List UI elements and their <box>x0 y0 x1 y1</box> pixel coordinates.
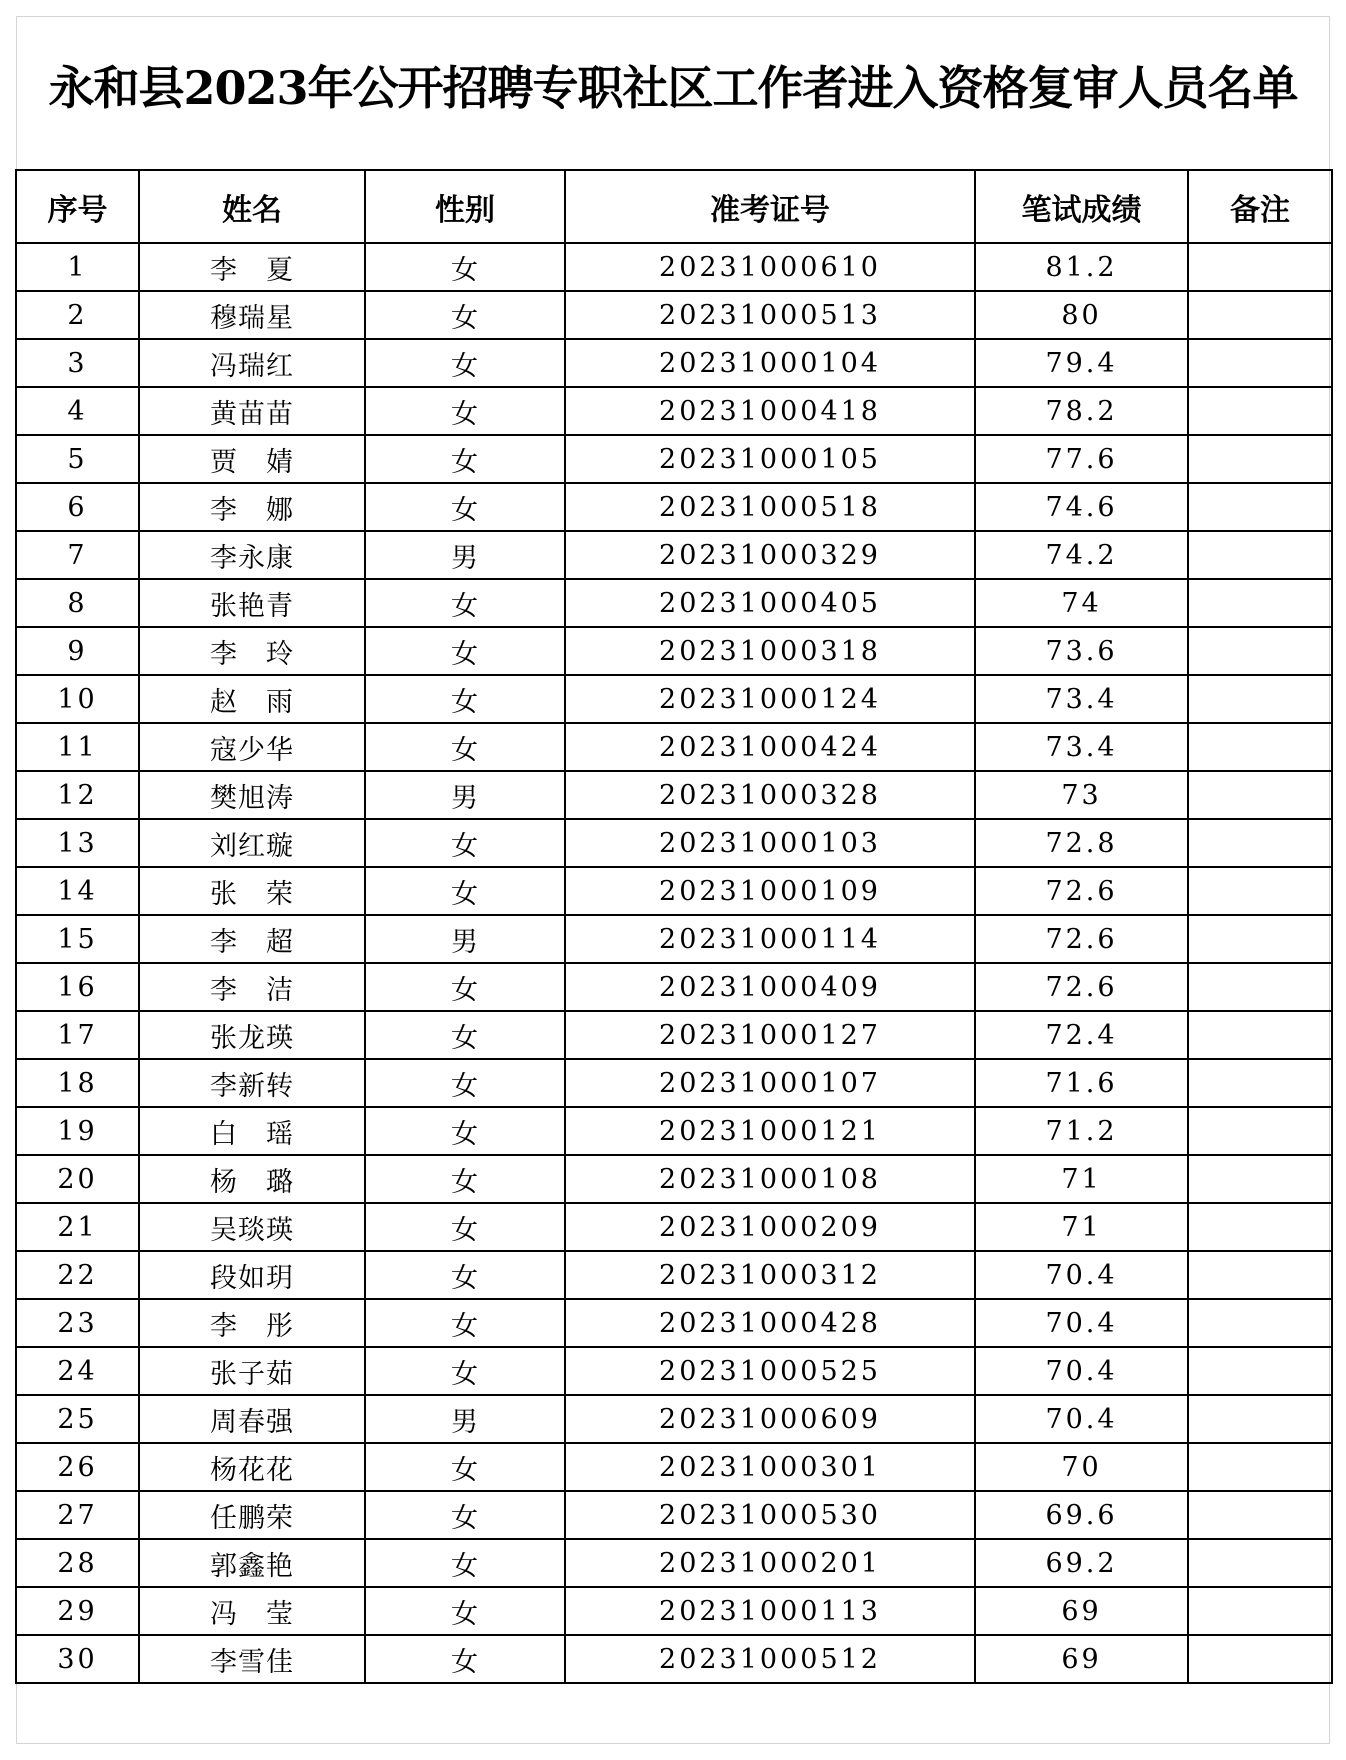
cell-written-score: 72.8 <box>975 819 1188 867</box>
cell-written-score: 72.4 <box>975 1011 1188 1059</box>
cell-gender: 女 <box>365 579 565 627</box>
cell-serial-number: 9 <box>16 627 139 675</box>
cell-name: 刘红璇 <box>139 819 365 867</box>
cell-remarks <box>1188 1539 1332 1587</box>
table-row <box>16 675 1332 723</box>
cell-name: 李新转 <box>139 1059 365 1107</box>
cell-serial-number: 13 <box>16 819 139 867</box>
cell-name: 张 荣 <box>139 867 365 915</box>
cell-name: 杨 璐 <box>139 1155 365 1203</box>
table-header-row <box>16 170 1332 243</box>
cell-exam-id: 20231000301 <box>565 1443 975 1491</box>
cell-name: 段如玥 <box>139 1251 365 1299</box>
cell-gender: 女 <box>365 1635 565 1683</box>
cell-remarks <box>1188 1347 1332 1395</box>
table-row <box>16 867 1332 915</box>
cell-remarks <box>1188 771 1332 819</box>
cell-gender: 男 <box>365 771 565 819</box>
cell-gender: 女 <box>365 1347 565 1395</box>
cell-written-score: 74.6 <box>975 483 1188 531</box>
cell-written-score: 71 <box>975 1203 1188 1251</box>
cell-remarks <box>1188 339 1332 387</box>
cell-gender: 女 <box>365 1587 565 1635</box>
cell-gender: 女 <box>365 1443 565 1491</box>
table-row <box>16 1395 1332 1443</box>
cell-serial-number: 25 <box>16 1395 139 1443</box>
cell-written-score: 70.4 <box>975 1299 1188 1347</box>
cell-name: 李 彤 <box>139 1299 365 1347</box>
cell-exam-id: 20231000610 <box>565 243 975 291</box>
cell-remarks <box>1188 1443 1332 1491</box>
cell-gender: 女 <box>365 387 565 435</box>
cell-name: 李 娜 <box>139 483 365 531</box>
cell-name: 任鹏荣 <box>139 1491 365 1539</box>
cell-name: 张龙瑛 <box>139 1011 365 1059</box>
cell-remarks <box>1188 483 1332 531</box>
cell-name: 贾 婧 <box>139 435 365 483</box>
cell-gender: 女 <box>365 291 565 339</box>
header-written-score: 笔试成绩 <box>975 170 1188 243</box>
table-row <box>16 531 1332 579</box>
cell-gender: 女 <box>365 1011 565 1059</box>
cell-name: 吴琰瑛 <box>139 1203 365 1251</box>
cell-exam-id: 20231000103 <box>565 819 975 867</box>
cell-exam-id: 20231000113 <box>565 1587 975 1635</box>
cell-name: 穆瑞星 <box>139 291 365 339</box>
cell-written-score: 70.4 <box>975 1347 1188 1395</box>
cell-name: 李 超 <box>139 915 365 963</box>
cell-name: 白 瑶 <box>139 1107 365 1155</box>
cell-serial-number: 5 <box>16 435 139 483</box>
table-row <box>16 723 1332 771</box>
cell-serial-number: 21 <box>16 1203 139 1251</box>
cell-remarks <box>1188 1299 1332 1347</box>
cell-remarks <box>1188 1635 1332 1683</box>
cell-exam-id: 20231000405 <box>565 579 975 627</box>
header-gender: 性别 <box>365 170 565 243</box>
cell-serial-number: 29 <box>16 1587 139 1635</box>
cell-name: 樊旭涛 <box>139 771 365 819</box>
table-row <box>16 291 1332 339</box>
cell-serial-number: 15 <box>16 915 139 963</box>
cell-gender: 女 <box>365 1491 565 1539</box>
cell-exam-id: 20231000201 <box>565 1539 975 1587</box>
cell-serial-number: 7 <box>16 531 139 579</box>
cell-remarks <box>1188 867 1332 915</box>
cell-remarks <box>1188 819 1332 867</box>
cell-written-score: 72.6 <box>975 867 1188 915</box>
cell-gender: 女 <box>365 1203 565 1251</box>
table-row <box>16 387 1332 435</box>
cell-name: 冯瑞红 <box>139 339 365 387</box>
cell-gender: 男 <box>365 915 565 963</box>
cell-written-score: 74 <box>975 579 1188 627</box>
cell-remarks <box>1188 1203 1332 1251</box>
cell-remarks <box>1188 579 1332 627</box>
cell-gender: 女 <box>365 435 565 483</box>
cell-written-score: 69.2 <box>975 1539 1188 1587</box>
cell-exam-id: 20231000107 <box>565 1059 975 1107</box>
cell-exam-id: 20231000109 <box>565 867 975 915</box>
cell-serial-number: 2 <box>16 291 139 339</box>
table-row <box>16 243 1332 291</box>
header-exam-id: 准考证号 <box>565 170 975 243</box>
cell-written-score: 70.4 <box>975 1395 1188 1443</box>
table-row <box>16 435 1332 483</box>
cell-remarks <box>1188 1587 1332 1635</box>
cell-exam-id: 20231000525 <box>565 1347 975 1395</box>
cell-serial-number: 19 <box>16 1107 139 1155</box>
cell-serial-number: 16 <box>16 963 139 1011</box>
cell-gender: 女 <box>365 963 565 1011</box>
cell-remarks <box>1188 291 1332 339</box>
table-row <box>16 819 1332 867</box>
cell-name: 杨花花 <box>139 1443 365 1491</box>
cell-gender: 女 <box>365 1299 565 1347</box>
cell-gender: 女 <box>365 1251 565 1299</box>
cell-exam-id: 20231000328 <box>565 771 975 819</box>
table-row <box>16 1011 1332 1059</box>
cell-written-score: 69 <box>975 1587 1188 1635</box>
cell-exam-id: 20231000114 <box>565 915 975 963</box>
cell-serial-number: 6 <box>16 483 139 531</box>
cell-written-score: 71 <box>975 1155 1188 1203</box>
cell-name: 周春强 <box>139 1395 365 1443</box>
table-row <box>16 1203 1332 1251</box>
cell-remarks <box>1188 1491 1332 1539</box>
cell-exam-id: 20231000518 <box>565 483 975 531</box>
cell-written-score: 70.4 <box>975 1251 1188 1299</box>
cell-exam-id: 20231000124 <box>565 675 975 723</box>
cell-serial-number: 10 <box>16 675 139 723</box>
candidate-table <box>15 169 1333 1684</box>
cell-written-score: 73.6 <box>975 627 1188 675</box>
cell-exam-id: 20231000530 <box>565 1491 975 1539</box>
header-serial-number: 序号 <box>16 170 139 243</box>
cell-remarks <box>1188 1395 1332 1443</box>
table-row <box>16 1635 1332 1683</box>
cell-written-score: 77.6 <box>975 435 1188 483</box>
cell-written-score: 69.6 <box>975 1491 1188 1539</box>
cell-exam-id: 20231000329 <box>565 531 975 579</box>
cell-remarks <box>1188 387 1332 435</box>
cell-name: 李 夏 <box>139 243 365 291</box>
cell-written-score: 80 <box>975 291 1188 339</box>
cell-remarks <box>1188 1107 1332 1155</box>
cell-exam-id: 20231000428 <box>565 1299 975 1347</box>
cell-gender: 男 <box>365 531 565 579</box>
cell-remarks <box>1188 675 1332 723</box>
cell-name: 张子茹 <box>139 1347 365 1395</box>
header-remarks: 备注 <box>1188 170 1332 243</box>
table-row <box>16 483 1332 531</box>
cell-written-score: 81.2 <box>975 243 1188 291</box>
cell-exam-id: 20231000512 <box>565 1635 975 1683</box>
cell-exam-id: 20231000424 <box>565 723 975 771</box>
cell-remarks <box>1188 1059 1332 1107</box>
cell-name: 冯 莹 <box>139 1587 365 1635</box>
document-title: 永和县2023年公开招聘专职社区工作者进入资格复审人员名单 <box>48 61 1298 115</box>
table-row <box>16 771 1332 819</box>
cell-remarks <box>1188 963 1332 1011</box>
cell-written-score: 73 <box>975 771 1188 819</box>
cell-written-score: 73.4 <box>975 723 1188 771</box>
cell-serial-number: 12 <box>16 771 139 819</box>
cell-name: 李永康 <box>139 531 365 579</box>
cell-serial-number: 27 <box>16 1491 139 1539</box>
cell-gender: 女 <box>365 1059 565 1107</box>
cell-gender: 女 <box>365 723 565 771</box>
cell-exam-id: 20231000209 <box>565 1203 975 1251</box>
cell-exam-id: 20231000609 <box>565 1395 975 1443</box>
cell-name: 赵 雨 <box>139 675 365 723</box>
table-row <box>16 915 1332 963</box>
cell-remarks <box>1188 531 1332 579</box>
cell-written-score: 71.2 <box>975 1107 1188 1155</box>
table-row <box>16 579 1332 627</box>
cell-remarks <box>1188 1155 1332 1203</box>
cell-written-score: 79.4 <box>975 339 1188 387</box>
table-row <box>16 1587 1332 1635</box>
cell-exam-id: 20231000121 <box>565 1107 975 1155</box>
cell-written-score: 70 <box>975 1443 1188 1491</box>
cell-remarks <box>1188 435 1332 483</box>
cell-gender: 女 <box>365 339 565 387</box>
cell-serial-number: 4 <box>16 387 139 435</box>
header-name: 姓名 <box>139 170 365 243</box>
cell-exam-id: 20231000105 <box>565 435 975 483</box>
cell-gender: 女 <box>365 675 565 723</box>
cell-exam-id: 20231000127 <box>565 1011 975 1059</box>
cell-name: 李 玲 <box>139 627 365 675</box>
table-row <box>16 1539 1332 1587</box>
cell-gender: 女 <box>365 1539 565 1587</box>
cell-serial-number: 17 <box>16 1011 139 1059</box>
cell-written-score: 72.6 <box>975 963 1188 1011</box>
table-row <box>16 1443 1332 1491</box>
cell-remarks <box>1188 243 1332 291</box>
cell-gender: 男 <box>365 1395 565 1443</box>
table-row <box>16 1491 1332 1539</box>
cell-serial-number: 18 <box>16 1059 139 1107</box>
cell-serial-number: 24 <box>16 1347 139 1395</box>
cell-exam-id: 20231000108 <box>565 1155 975 1203</box>
cell-gender: 女 <box>365 1155 565 1203</box>
cell-written-score: 69 <box>975 1635 1188 1683</box>
cell-remarks <box>1188 723 1332 771</box>
cell-gender: 女 <box>365 867 565 915</box>
cell-written-score: 74.2 <box>975 531 1188 579</box>
cell-serial-number: 1 <box>16 243 139 291</box>
cell-exam-id: 20231000418 <box>565 387 975 435</box>
cell-serial-number: 30 <box>16 1635 139 1683</box>
table-row <box>16 1059 1332 1107</box>
table-row <box>16 627 1332 675</box>
table-row <box>16 1299 1332 1347</box>
cell-exam-id: 20231000409 <box>565 963 975 1011</box>
cell-name: 李 洁 <box>139 963 365 1011</box>
cell-exam-id: 20231000318 <box>565 627 975 675</box>
cell-remarks <box>1188 915 1332 963</box>
cell-serial-number: 23 <box>16 1299 139 1347</box>
cell-exam-id: 20231000104 <box>565 339 975 387</box>
cell-serial-number: 28 <box>16 1539 139 1587</box>
cell-exam-id: 20231000312 <box>565 1251 975 1299</box>
cell-name: 寇少华 <box>139 723 365 771</box>
cell-name: 郭鑫艳 <box>139 1539 365 1587</box>
cell-serial-number: 8 <box>16 579 139 627</box>
cell-name: 李雪佳 <box>139 1635 365 1683</box>
cell-gender: 女 <box>365 243 565 291</box>
cell-remarks <box>1188 1251 1332 1299</box>
cell-serial-number: 20 <box>16 1155 139 1203</box>
cell-remarks <box>1188 627 1332 675</box>
cell-serial-number: 22 <box>16 1251 139 1299</box>
cell-written-score: 72.6 <box>975 915 1188 963</box>
cell-exam-id: 20231000513 <box>565 291 975 339</box>
cell-serial-number: 14 <box>16 867 139 915</box>
cell-gender: 女 <box>365 627 565 675</box>
table-row <box>16 1155 1332 1203</box>
cell-gender: 女 <box>365 483 565 531</box>
table-row <box>16 1347 1332 1395</box>
cell-written-score: 71.6 <box>975 1059 1188 1107</box>
cell-serial-number: 26 <box>16 1443 139 1491</box>
cell-serial-number: 3 <box>16 339 139 387</box>
cell-name: 黄苗苗 <box>139 387 365 435</box>
cell-serial-number: 11 <box>16 723 139 771</box>
cell-remarks <box>1188 1011 1332 1059</box>
cell-written-score: 73.4 <box>975 675 1188 723</box>
table-row <box>16 339 1332 387</box>
table-row <box>16 1107 1332 1155</box>
cell-gender: 女 <box>365 1107 565 1155</box>
cell-name: 张艳青 <box>139 579 365 627</box>
table-row <box>16 1251 1332 1299</box>
cell-gender: 女 <box>365 819 565 867</box>
table-row <box>16 963 1332 1011</box>
cell-written-score: 78.2 <box>975 387 1188 435</box>
